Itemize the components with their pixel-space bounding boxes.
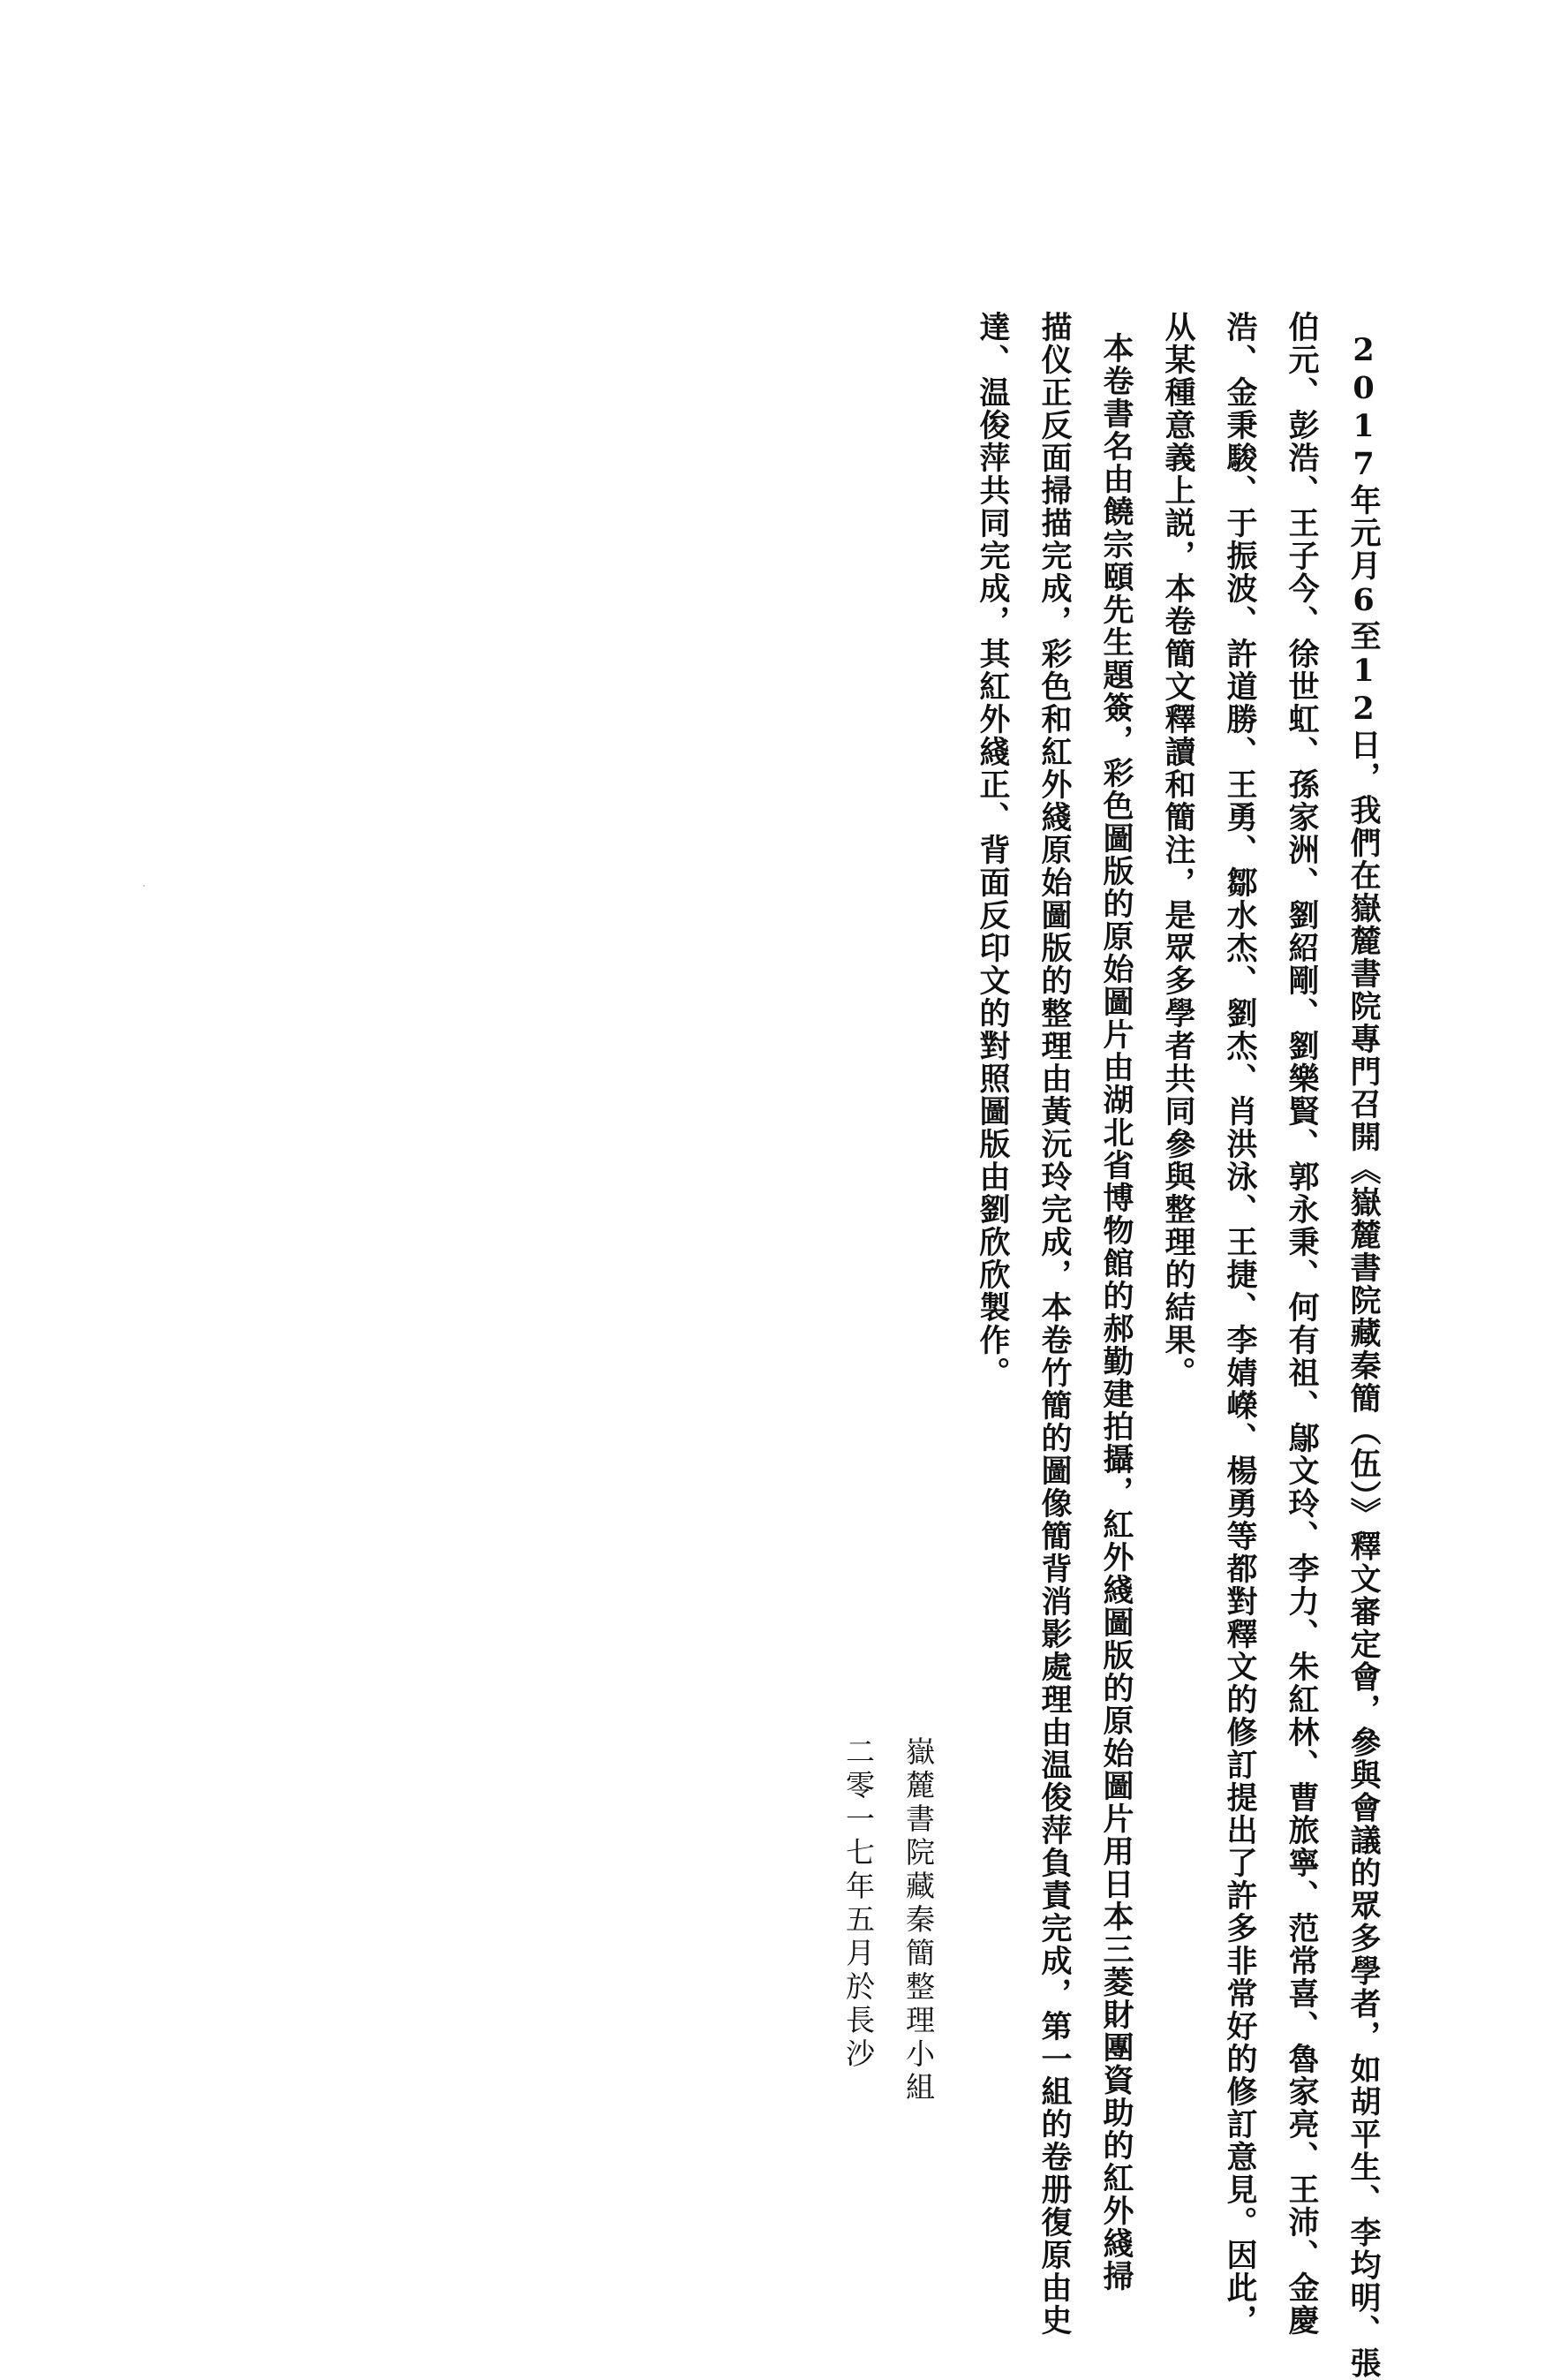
paragraph-1-line-2: 伯元、彭浩、王子今、徐世虹、孫家洲、劉紹剛、劉樂賢、郭永秉、何有祖、鄔文玲、李力、朱紅林、曹旅寧、范常喜、魯家亮、王沛、金慶 [1284, 311, 1320, 2337]
paragraph-2-line-3: 達、温俊萍共同完成，其紅外綫正、背面反印文的對照圖版由劉欣欣製作。 [975, 311, 1011, 1389]
paragraph-2-line-1: 本卷書名由饒宗頤先生題簽，彩色圖版的原始圖片由湖北省博物館的郝勤建拍攝，紅外綫圖版的原始圖片用日本三菱財團資助的紅外綫掃 [1098, 332, 1134, 2293]
paragraph-1-line-4: 从某種意義上説，本卷簡文釋讀和簡注，是眾多學者共同參與整理的結果。 [1160, 311, 1196, 1389]
signature-date-place: 二零一七年五月於長沙 [841, 1736, 876, 2072]
paragraph-1-line-1: 2017年元月6至12日，我們在嶽麓書院專門召開《嶽麓書院藏秦簡（伍）》釋文審定會，參與會議的眾多學者，如胡平生、李均明、張 [1345, 332, 1382, 2380]
scan-speck [143, 885, 145, 887]
paragraph-1-line-3: 浩、金秉駿、于振波、許道勝、王勇、鄒水杰、劉杰、肖洪泳、王捷、李婧嶸、楊勇等都對釋文的修訂提出了許多非常好的修訂意見。因此， [1222, 311, 1258, 2337]
signature-organization: 嶽麓書院藏秦簡整理小組 [901, 1736, 936, 2105]
paragraph-2-line-2: 描仪正反面掃描完成，彩色和紅外綫原始圖版的整理由黃沅玲完成，本卷竹簡的圖像簡背消影處理由温俊萍負責完成，第一組的卷册復原由史 [1036, 311, 1073, 2337]
